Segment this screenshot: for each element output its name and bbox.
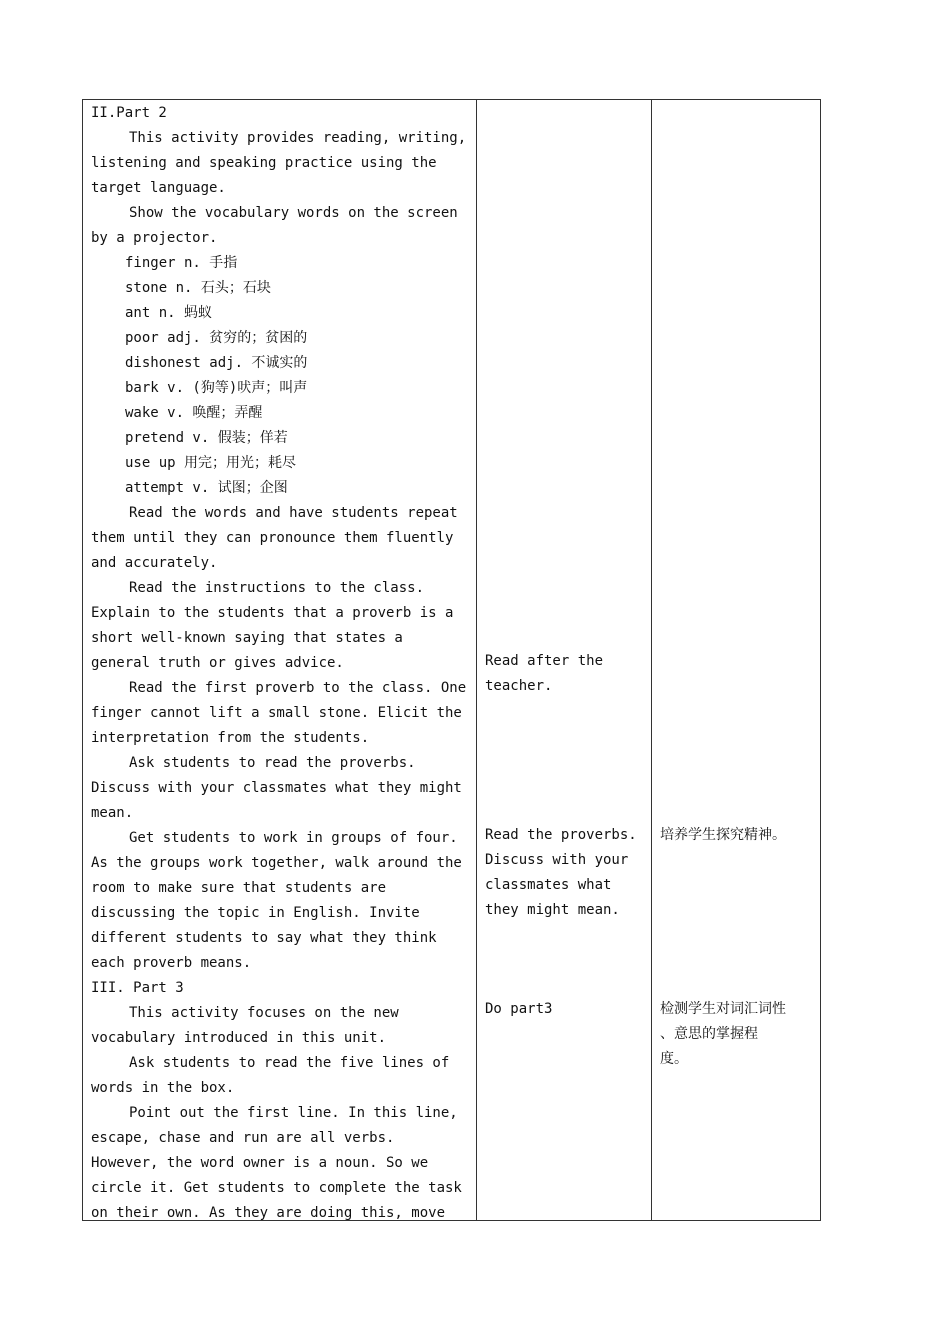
paragraph-line: As the groups work together, walk around the xyxy=(91,855,462,871)
section-heading-part3: III. Part 3 xyxy=(91,980,184,996)
paragraph-line: vocabulary introduced in this unit. xyxy=(91,1030,387,1046)
paragraph-line: Discuss with your xyxy=(485,852,629,868)
vocab-item: ant n. 蚂蚁 xyxy=(125,305,213,321)
paragraph-line: Read after the xyxy=(485,653,604,669)
vocab-item: use up 用完；用光；耗尽 xyxy=(125,455,297,471)
paragraph-line: short well-known saying that states a xyxy=(91,630,403,646)
paragraph-line: Read the proverbs. xyxy=(485,827,637,843)
paragraph-line: 检测学生对词汇词性 xyxy=(660,1001,786,1017)
paragraph-line: circle it. Get students to complete the task xyxy=(91,1180,462,1196)
paragraph-line: mean. xyxy=(91,805,134,821)
paragraph-line: room to make sure that students are xyxy=(91,880,387,896)
purpose-vocab-check xyxy=(660,997,815,1072)
vocab-item: poor adj. 贫穷的；贫困的 xyxy=(125,330,308,346)
paragraph-line: Ask students to read the five lines of xyxy=(129,1055,450,1071)
paragraph-line: Do part3 xyxy=(485,1001,553,1017)
paragraph-line: by a projector. xyxy=(91,230,218,246)
paragraph-line: they might mean. xyxy=(485,902,620,918)
paragraph-line: 、意思的掌握程 xyxy=(660,1026,758,1042)
paragraph-line: This activity provides reading, writing, xyxy=(129,130,467,146)
paragraph-line: Show the vocabulary words on the screen xyxy=(129,205,458,221)
vocab-item: bark v. (狗等)吠声；叫声 xyxy=(125,380,308,396)
vocab-item: wake v. 唤醒；弄醒 xyxy=(125,405,263,421)
column-divider-1 xyxy=(476,100,477,1220)
student-activity-part3 xyxy=(485,997,645,1022)
paragraph-line: listening and speaking practice using the xyxy=(91,155,437,171)
paragraph-line: classmates what xyxy=(485,877,612,893)
paragraph-line: general truth or gives advice. xyxy=(91,655,344,671)
paragraph-line: Read the instructions to the class. xyxy=(129,580,425,596)
paragraph-line: Explain to the students that a proverb is a xyxy=(91,605,454,621)
paragraph-line: finger cannot lift a small stone. Elicit the xyxy=(91,705,462,721)
paragraph-line: interpretation from the students. xyxy=(91,730,370,746)
paragraph-line: on their own. As they are doing this, move xyxy=(91,1205,446,1221)
student-activity-proverbs xyxy=(485,823,645,923)
paragraph-line: Point out the first line. In this line, xyxy=(129,1105,458,1121)
paragraph-line: target language. xyxy=(91,180,226,196)
purpose-explore xyxy=(660,823,815,848)
paragraph-line: This activity focuses on the new xyxy=(129,1005,399,1021)
paragraph-line: However, the word owner is a noun. So we xyxy=(91,1155,429,1171)
paragraph-line: 培养学生探究精神。 xyxy=(660,827,786,843)
paragraph-line: 度。 xyxy=(660,1051,688,1067)
vocab-item: stone n. 石头；石块 xyxy=(125,280,271,296)
paragraph-line: escape, chase and run are all verbs. xyxy=(91,1130,395,1146)
paragraph-line: different students to say what they think xyxy=(91,930,437,946)
vocab-item: attempt v. 试图；企图 xyxy=(125,480,288,496)
teacher-activity-column xyxy=(91,100,469,1226)
student-activity-read-after xyxy=(485,649,645,699)
paragraph-line: each proverb means. xyxy=(91,955,252,971)
paragraph-line: words in the box. xyxy=(91,1080,235,1096)
paragraph-line: teacher. xyxy=(485,678,553,694)
paragraph-line: discussing the topic in English. Invite xyxy=(91,905,420,921)
paragraph-line: Ask students to read the proverbs. xyxy=(129,755,416,771)
paragraph-line: them until they can pronounce them fluently xyxy=(91,530,454,546)
lesson-plan-table xyxy=(82,99,821,1221)
vocab-item: finger n. 手指 xyxy=(125,255,238,271)
paragraph-line: Discuss with your classmates what they might xyxy=(91,780,462,796)
paragraph-line: Read the words and have students repeat xyxy=(129,505,458,521)
section-heading-part2: II.Part 2 xyxy=(91,105,167,121)
paragraph-line: Get students to work in groups of four. xyxy=(129,830,458,846)
column-divider-2 xyxy=(651,100,652,1220)
vocab-item: pretend v. 假装；佯若 xyxy=(125,430,288,446)
paragraph-line: and accurately. xyxy=(91,555,218,571)
paragraph-line: Read the first proverb to the class. One xyxy=(129,680,467,696)
vocab-item: dishonest adj. 不诚实的 xyxy=(125,355,308,371)
